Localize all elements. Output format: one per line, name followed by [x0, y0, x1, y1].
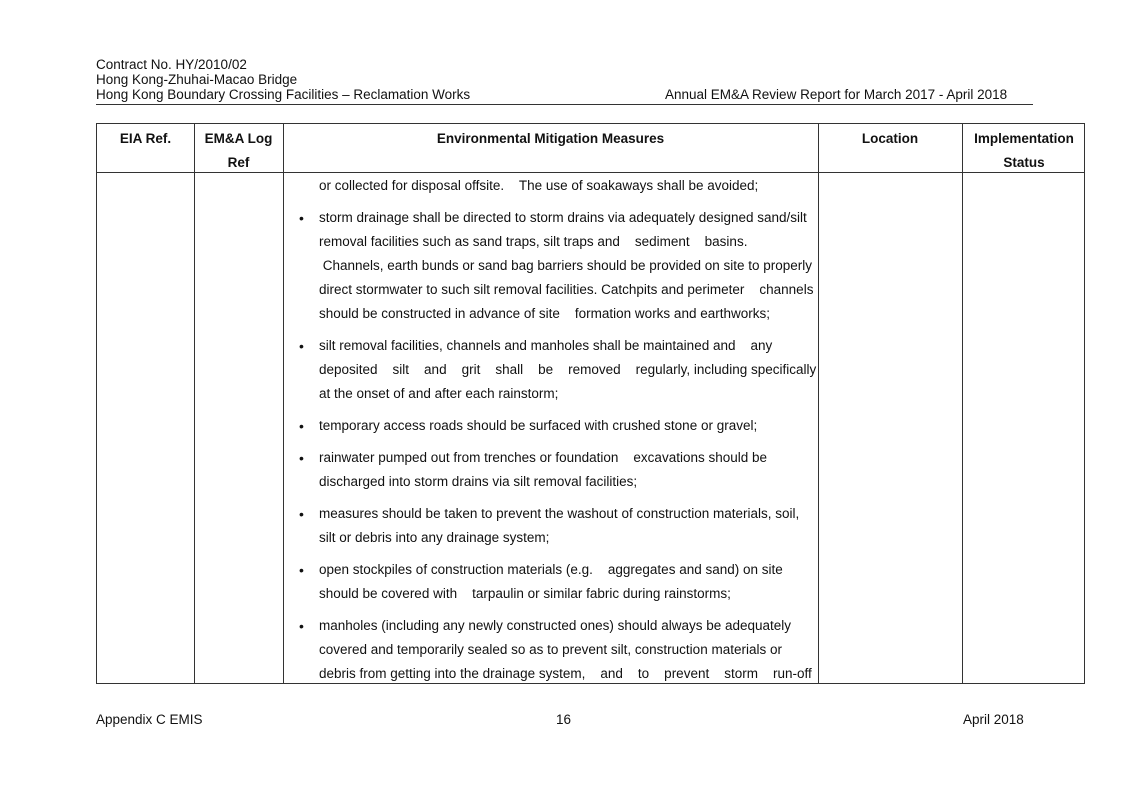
bullet-item: temporary access roads should be surfaced with crushed stone or gravel; [319, 418, 758, 433]
bullet-dot: • [299, 450, 304, 466]
contract-number: Contract No. HY/2010/02 [96, 57, 247, 72]
column-divider [283, 124, 284, 683]
bullet-dot: • [299, 506, 304, 522]
footer-appendix: Appendix C EMIS [96, 712, 203, 727]
page-number: 16 [556, 712, 572, 727]
column-divider [194, 124, 195, 683]
continuation-text: or collected for disposal offsite. The use of soakaways shall be avoided; [319, 178, 759, 193]
header-rule [96, 104, 1033, 105]
col-header-location: Location [861, 131, 919, 146]
col-header-mitigation-measures: Environmental Mitigation Measures [436, 131, 665, 146]
works-name: Hong Kong Boundary Crossing Facilities – Reclamation Works [96, 87, 471, 102]
bullet-item: open stockpiles of construction materials (e.g. aggregates and sand) on site should be covered with tarpaulin or similar fabric during rainstorms; [319, 562, 783, 601]
mitigation-measures-table [96, 123, 1085, 684]
page-header [96, 57, 1032, 102]
bullet-item: storm drainage shall be directed to storm drains via adequately designed sand/silt removal facilities such as sand traps, silt traps and sediment basins. Channels, earth bunds or sand bag barriers should be provided on site to properly direct stormwater to such silt removal facilities. Catchpits and perimeter channels should be constructed in advance of site formation works and earthworks; [319, 210, 814, 321]
bullet-dot: • [299, 338, 304, 354]
bullet-item: measures should be taken to prevent the washout of construction materials, soil, silt or debris into any drainage system; [319, 506, 800, 545]
col-header-ema-log-ref: EM&A Log Ref [204, 131, 273, 170]
bullet-item: rainwater pumped out from trenches or foundation excavations should be discharged into storm drains via silt removal facilities; [319, 450, 768, 489]
project-name: Hong Kong-Zhuhai-Macao Bridge [96, 72, 298, 87]
col-header-eia-ref: EIA Ref. [119, 131, 172, 146]
bullet-dot: • [299, 562, 304, 578]
bullet-dot: • [299, 418, 304, 434]
column-divider [962, 124, 963, 683]
bullet-item: silt removal facilities, channels and manholes shall be maintained and any deposited silt and grit shall be removed regularly, including specifically at the onset of and after each rainstorm; [319, 338, 817, 401]
col-header-implementation-status: Implementation Status [974, 131, 1074, 170]
report-title: Annual EM&A Review Report for March 2017 - April 2018 [665, 87, 1008, 102]
bullet-dot: • [299, 210, 304, 226]
bullet-item: manholes (including any newly constructed ones) should always be adequately covered and temporarily sealed so as to prevent silt, construction materials or debris from getting into the drainage system, and to prevent storm run-off [319, 618, 812, 681]
column-divider [818, 124, 819, 683]
bullet-dot: • [299, 618, 304, 634]
footer-date: April 2018 [963, 712, 1024, 727]
